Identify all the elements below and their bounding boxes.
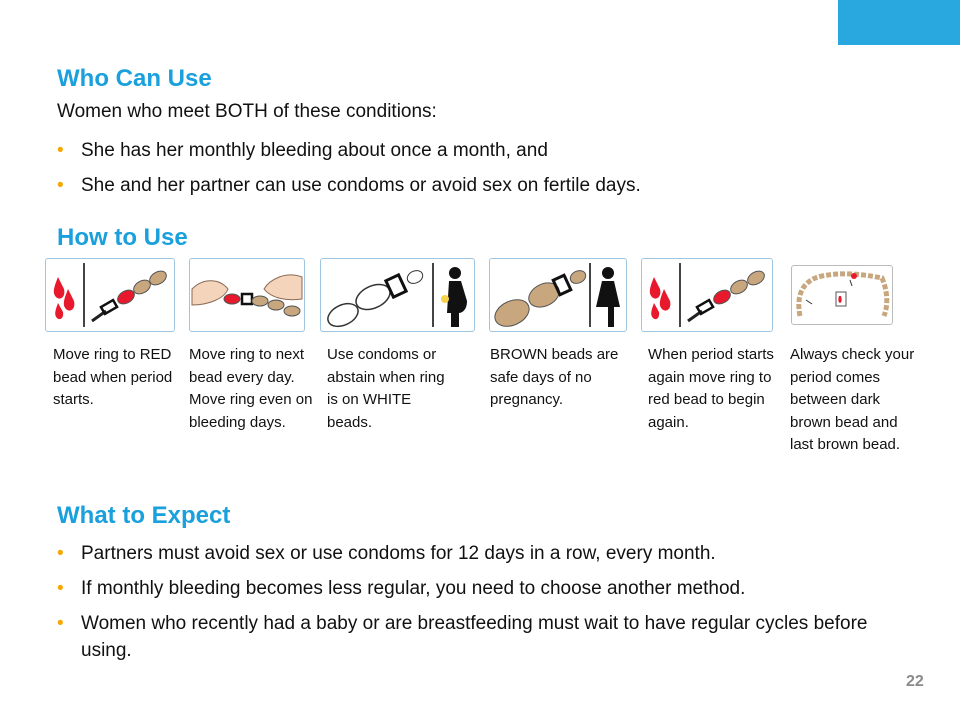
corner-accent-block	[838, 0, 960, 45]
list-item: • Women who recently had a baby or are breastfeeding must wait to have regular cycles before using.	[57, 610, 871, 664]
list-item: • Partners must avoid sex or use condoms for 12 days in a row, every month.	[57, 540, 937, 567]
bullet-dot-icon: •	[57, 175, 64, 196]
step-6-caption: Always check your period comes between dark brown bead and last brown bead.	[790, 346, 915, 453]
bullet-dot-icon: •	[57, 578, 64, 599]
who-can-use-intro: Women who meet BOTH of these conditions:	[57, 101, 437, 122]
step-5-image	[641, 258, 773, 332]
list-item: • If monthly bleeding becomes less regular, you need to choose another method.	[57, 575, 937, 602]
step-4-caption: BROWN beads are safe days of no pregnancy.	[490, 346, 619, 408]
list-item: • She has her monthly bleeding about once a month, and	[57, 137, 937, 164]
step-6-image	[791, 265, 893, 325]
page-number: 22	[906, 673, 924, 690]
step-2-caption: Move ring to next bead every day. Move ring even on bleeding days.	[189, 346, 313, 431]
what-to-expect-list	[57, 540, 937, 672]
white-bead-pregnant-woman-icon	[321, 259, 474, 331]
bullet-dot-icon: •	[57, 543, 64, 564]
step-5-caption: When period starts again move ring to red bead to begin again.	[648, 346, 774, 431]
hands-moving-ring-icon	[190, 259, 304, 331]
step-1-image	[45, 258, 175, 332]
bullet-dot-icon: •	[57, 613, 64, 634]
who-can-use-heading: Who Can Use	[57, 65, 212, 92]
bead-necklace-icon	[792, 266, 892, 324]
step-3-caption: Use condoms or abstain when ring is on WHITE beads.	[327, 346, 445, 431]
list-item: • She and her partner can use condoms or avoid sex on fertile days.	[57, 172, 937, 199]
step-1-caption: Move ring to RED bead when period starts.	[53, 346, 173, 408]
step-2-image	[189, 258, 305, 332]
step-4-image	[489, 258, 627, 332]
blood-drops-red-bead-icon	[642, 259, 772, 331]
blood-drops-red-bead-icon	[46, 259, 174, 331]
step-3-image	[320, 258, 475, 332]
how-to-use-heading: How to Use	[57, 224, 188, 251]
bullet-dot-icon: •	[57, 140, 64, 161]
what-to-expect-heading: What to Expect	[57, 502, 231, 529]
brown-bead-woman-icon	[490, 259, 626, 331]
who-can-use-list	[57, 137, 937, 207]
